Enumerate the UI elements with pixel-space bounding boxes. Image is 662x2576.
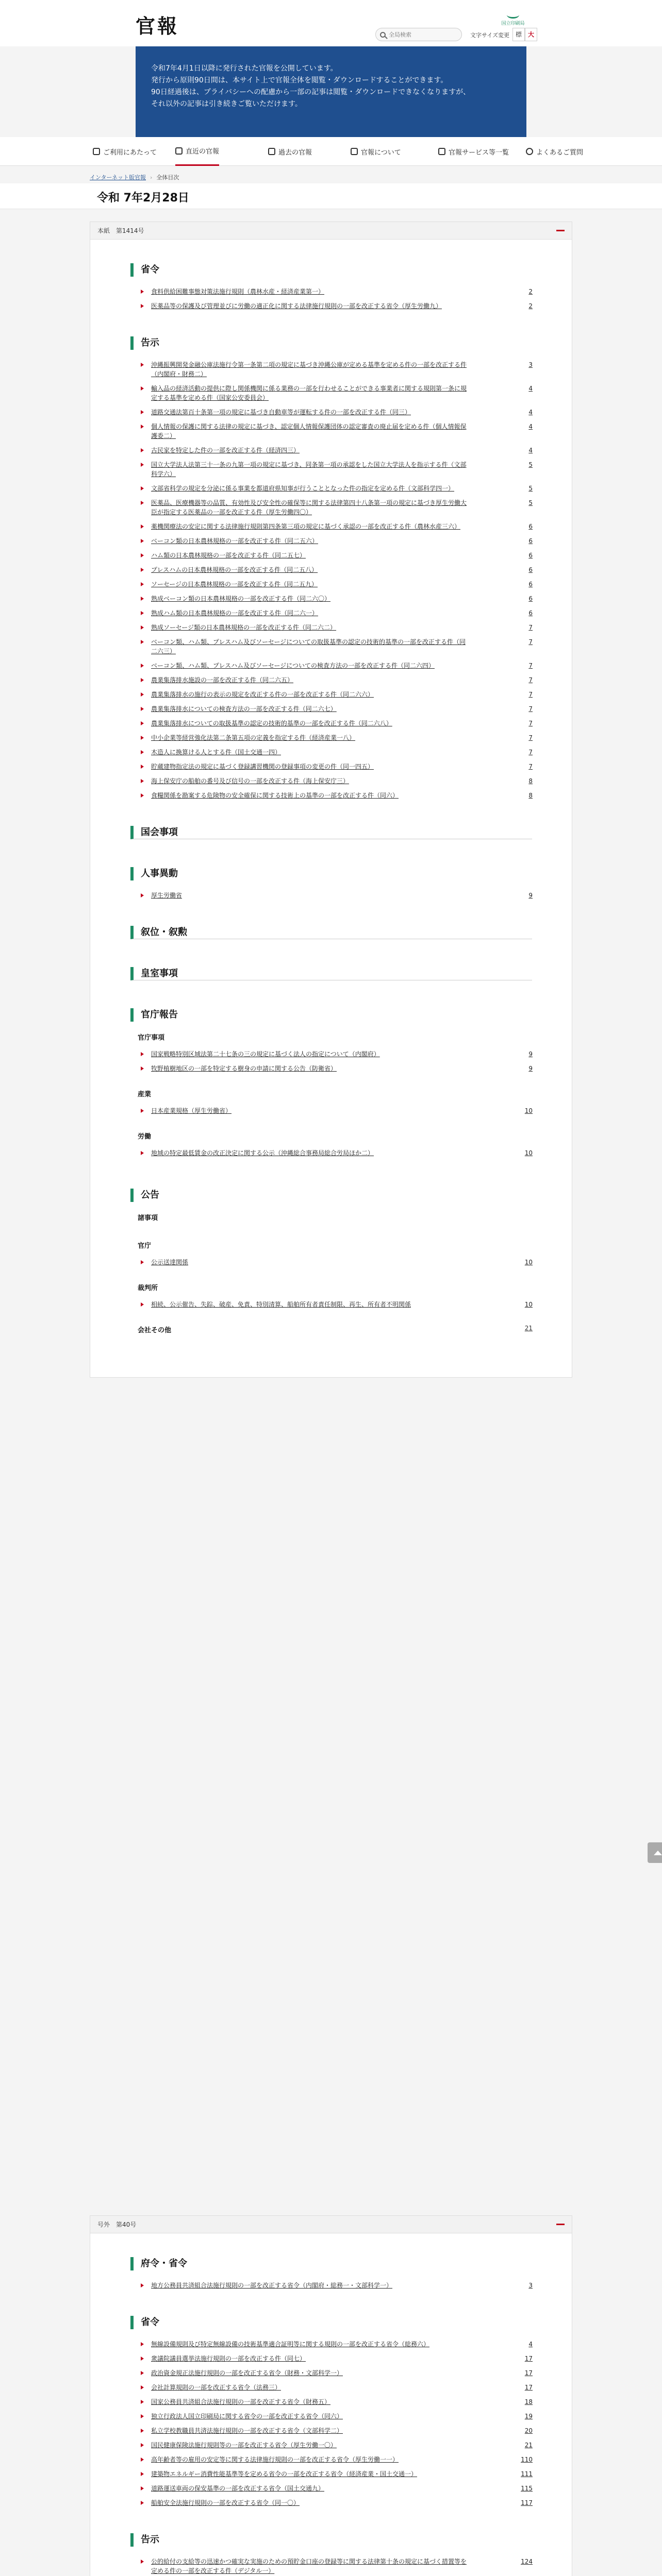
item-title[interactable]: 貯蔵建物指定法の規定に基づく登録講習機関の登録事項の変更の件（同一四五） (151, 763, 374, 770)
info-icon (93, 148, 100, 155)
item-title[interactable]: 国立大学法人法第三十一条の九第一項の規定に基づき、同条第一項の承認をした国立大学法人を指示する件（文部科学六） (151, 461, 467, 478)
arrow-icon (141, 2560, 144, 2564)
arrow-icon (141, 290, 144, 294)
list-icon (438, 148, 445, 155)
arrow-icon (141, 1302, 144, 1307)
arrow-icon (141, 2443, 144, 2447)
collapse-icon[interactable] (556, 2224, 565, 2225)
item-page[interactable]: 7 (528, 662, 533, 669)
breadcrumb-home[interactable]: インターネット版官報 (90, 174, 146, 181)
arrow-icon (141, 386, 144, 391)
item-page[interactable]: 2 (528, 302, 533, 310)
arrow-icon (141, 2342, 144, 2346)
arrow-icon (141, 2357, 144, 2361)
item-page[interactable]: 111 (521, 2470, 533, 2478)
archive-icon (268, 148, 275, 155)
item-page[interactable]: 6 (528, 566, 533, 573)
item-page[interactable]: 10 (524, 1301, 533, 1308)
item-title[interactable]: 古民家を特定した件の一部を改正する件（経済四三） (151, 447, 300, 454)
list-item[interactable] (141, 2340, 533, 2349)
search-box[interactable] (375, 28, 462, 41)
list-item[interactable] (141, 1148, 533, 1158)
item-page[interactable]: 10 (524, 1259, 533, 1266)
list-item[interactable] (141, 446, 533, 455)
item-title[interactable]: 医薬品等の保護及び管理並びに労働の適正化に関する法律施行規則の一部を改正する省令（厚生労働九） (151, 302, 442, 310)
notice-line: 令和7年4月1日以降に発行された官報を公開しています。 (151, 64, 338, 73)
item-page[interactable]: 115 (521, 2485, 533, 2492)
list-item[interactable] (141, 2354, 533, 2363)
item-title[interactable]: 国家戦略特別区域法第二十七条の三の規定に基づく法人の指定について（内閣府） (151, 1050, 380, 1058)
item-page[interactable]: 2 (528, 288, 533, 295)
item-page[interactable]: 4 (528, 2341, 533, 2348)
list-item[interactable] (141, 1258, 533, 1267)
item-title[interactable]: 個人情報の保護に関する法律の規定に基づき、認定個人情報保護団体の認定審査の廃止届を定める件（個人情報保護委二） (151, 423, 467, 439)
scroll-top-button[interactable] (648, 1842, 662, 1863)
item-page[interactable]: 9 (528, 892, 533, 899)
item-title[interactable]: プレスハムの日本農林規格の一部を改正する件（同二五八） (151, 566, 318, 573)
item-title[interactable]: 沖縄振興開発金融公庫法施行令第一条第二項の規定に基づき沖縄公庫が定める基準を定める件の一部を改正する件（内閣府・財務二） (151, 361, 467, 378)
item-page[interactable]: 7 (528, 734, 533, 741)
np-logo[interactable]: 国立印刷局 (499, 11, 527, 27)
item-title[interactable]: 牧野植樹地区の一部を特定する樹身の申請に関する公告（防衛省） (151, 1065, 337, 1072)
arrow-icon (141, 721, 144, 725)
arrow-icon (141, 363, 144, 367)
list-item[interactable] (141, 422, 533, 440)
list-item[interactable] (141, 748, 533, 757)
arrow-icon (141, 2429, 144, 2433)
item-title[interactable]: ベーコン類、ハム類、プレスハム及びソーセージについての取扱基準の認定の技術的基準の一部を改正する件（同二六三） (151, 638, 466, 655)
list-item[interactable] (141, 2455, 533, 2464)
page-title-bar (0, 183, 662, 209)
list-item[interactable] (141, 1106, 533, 1115)
list-item[interactable] (141, 637, 533, 656)
notice-banner (136, 46, 526, 137)
item-title[interactable]: 熟成ハム類の日本農林規格の一部を改正する件（同二六一） (151, 609, 319, 617)
item-title[interactable]: 地方公務員共済組合法施行規則の一部を改正する省令（内閣府・総務一・文部科学一） (151, 2282, 393, 2289)
subsection-heading: 労働 (138, 1133, 152, 1141)
item-page[interactable]: 10 (524, 1107, 533, 1114)
list-item[interactable] (141, 675, 533, 685)
item-title[interactable]: 熟成ソーセージ類の日本農林規格の一部を改正する件（同二六二） (151, 624, 337, 631)
arrow-icon (141, 2458, 144, 2462)
arrow-icon (141, 486, 144, 490)
list-item[interactable] (141, 408, 533, 417)
collapse-icon[interactable] (556, 230, 565, 231)
list-item[interactable] (141, 2281, 533, 2290)
item-page[interactable]: 5 (528, 461, 533, 468)
arrow-icon (141, 750, 144, 754)
item-title[interactable]: 建築物エネルギー消費性能基準等を定める省令の一部を改正する省令（経済産業・国土交通一） (151, 2470, 418, 2478)
list-item[interactable] (141, 2469, 533, 2479)
item-page[interactable]: 8 (528, 792, 533, 799)
item-page[interactable]: 4 (528, 423, 533, 430)
arrow-icon (141, 664, 144, 668)
list-item[interactable] (141, 360, 533, 379)
arrow-icon (141, 2283, 144, 2287)
item-page[interactable]: 4 (528, 409, 533, 416)
list-item[interactable] (141, 522, 533, 531)
arrow-icon (141, 611, 144, 615)
list-item[interactable] (141, 791, 533, 800)
item-page[interactable]: 17 (524, 2369, 533, 2377)
nav-faq[interactable]: よくあるご質問 (526, 137, 583, 166)
item-title[interactable]: 文部省科学の規定を分泌に係る事業を都道府県知事が行うこととなった件の指定を定める件（文部科学四一） (151, 485, 455, 492)
section-heading: 人事異動 (130, 867, 532, 880)
notice-line: それ以外の記事は引き続きご覧いただけます。 (151, 100, 302, 108)
list-item[interactable] (141, 536, 533, 546)
section-heading: 告示 (130, 336, 532, 350)
arrow-icon (141, 448, 144, 452)
item-title[interactable]: 会社計算規則の一部を改正する省令（法務三） (151, 2384, 282, 2391)
item-page[interactable]: 7 (528, 691, 533, 698)
item-title[interactable]: 道路運送車両の保安基準の一部を改正する省令（国土交通九） (151, 2485, 325, 2492)
kanpo-logo[interactable]: 官報 (136, 14, 179, 38)
arrow-icon (141, 793, 144, 798)
arrow-icon (141, 463, 144, 467)
arrow-icon (141, 779, 144, 783)
item-title[interactable]: 農業集落排水についての取扱基準の認定の技術的基準の一部を改正する件（同二六八） (151, 720, 392, 727)
section-heading: 省令 (130, 2316, 532, 2329)
list-item[interactable] (141, 2368, 533, 2378)
item-title[interactable]: 私立学校教職員共済法施行規則の一部を改正する省令（文部科学二） (151, 2427, 343, 2434)
arrow-icon (141, 2400, 144, 2404)
arrow-icon (141, 1109, 144, 1113)
font-large-button[interactable]: 大 (525, 28, 537, 41)
item-title[interactable]: 熟成ベーコン類の日本農林規格の一部を改正する件（同二六〇） (151, 595, 331, 602)
list-item[interactable] (141, 891, 533, 900)
item-title[interactable]: 国家公務員共済組合法施行規則の一部を改正する省令（財務五） (151, 2398, 331, 2405)
item-title[interactable]: 地域の特定最低賃金の改正決定に関する公示（沖縄総合事務局総合労局ほか二） (151, 1149, 374, 1157)
search-icon[interactable] (380, 32, 386, 38)
item-page[interactable]: 21 (524, 2442, 533, 2449)
list-item[interactable] (141, 2441, 533, 2450)
item-page[interactable]: 8 (528, 777, 533, 785)
section-heading: 省令 (130, 263, 532, 277)
list-item[interactable] (141, 2498, 533, 2507)
item-page[interactable]: 10 (524, 1149, 533, 1157)
list-item[interactable] (141, 565, 533, 574)
item-page[interactable]: 6 (528, 609, 533, 617)
arrow-icon (141, 582, 144, 586)
list-item[interactable] (141, 460, 533, 479)
arrow-icon (141, 692, 144, 697)
list-item[interactable] (141, 733, 533, 742)
arrow-icon (141, 736, 144, 740)
item-page[interactable]: 17 (524, 2355, 533, 2362)
search-input[interactable] (389, 31, 445, 38)
list-item[interactable] (141, 484, 533, 493)
item-title[interactable]: ベーコン類、ハム類、プレスハム及びソーセージについての検査方法の一部を改正する件（同二六四） (151, 662, 435, 669)
arrow-icon (141, 597, 144, 601)
item-page[interactable]: 9 (528, 1050, 533, 1058)
arrow-icon (141, 2501, 144, 2505)
panel-header[interactable] (90, 222, 572, 240)
item-title[interactable]: 医薬品、医療機器等の品質、有効性及び安全性の確保等に関する法律第四十八条第一項の規定に基づき厚生労働大臣が指定する医薬品の一部を改正する件（厚生労働四〇） (151, 499, 467, 516)
list-item[interactable] (141, 1049, 533, 1059)
item-title[interactable]: 公的給付の支給等の迅速かつ確実な実施のための預貯金口座の登録等に関する法律第十条の規定に基づく措置等を定める件の一部を改正する件（デジタル一） (151, 2558, 467, 2574)
arrow-icon (141, 304, 144, 308)
nav-guide[interactable]: ご利用にあたって (93, 137, 157, 166)
list-item[interactable] (141, 2426, 533, 2435)
list-item[interactable] (141, 2397, 533, 2406)
arrow-icon (141, 640, 144, 644)
breadcrumb: インターネット版官報 › 全体目次 (90, 174, 179, 181)
list-item[interactable] (141, 2484, 533, 2493)
list-item[interactable] (141, 776, 533, 786)
item-page[interactable]: 7 (528, 624, 533, 631)
item-page[interactable]: 6 (528, 552, 533, 559)
item-page[interactable]: 9 (528, 1065, 533, 1072)
list-item[interactable] (141, 623, 533, 632)
item-title[interactable]: 食糧関係を勘案する危険物の安全確保に関する技術上の基準の一部を改正する件（同六） (151, 792, 399, 799)
panel-header[interactable] (90, 2216, 572, 2233)
item-page[interactable]: 17 (524, 2384, 533, 2391)
list-item[interactable] (141, 2383, 533, 2392)
issue-panel (90, 2215, 572, 2576)
item-page[interactable]: 7 (528, 705, 533, 713)
item-page[interactable]: 6 (528, 581, 533, 588)
item-title[interactable]: 船舶安全法施行規則の一部を改正する省令（同一〇） (151, 2499, 300, 2506)
list-item[interactable] (141, 608, 533, 618)
arrow-icon (141, 1052, 144, 1056)
item-title[interactable]: 高年齢者等の雇用の安定等に関する法律施行規則の一部を改正する省令（厚生労働一一） (151, 2456, 399, 2463)
list-item[interactable] (141, 762, 533, 771)
list-item[interactable] (141, 580, 533, 589)
item-title[interactable]: 道路交通法第百十条第一項の規定に基づき自動車等が運転する件の一部を改正する件（同三） (151, 409, 411, 416)
arrow-icon (141, 2486, 144, 2490)
item-title[interactable]: ハム類の日本農林規格の一部を改正する件（同二五七） (151, 552, 306, 559)
list-item[interactable] (141, 551, 533, 560)
main-nav (0, 137, 662, 166)
section-heading: 告示 (130, 2533, 532, 2547)
list-item[interactable] (141, 704, 533, 714)
nav-about[interactable]: 官報について (351, 137, 401, 166)
item-page[interactable]: 7 (528, 763, 533, 770)
subsection-heading: 裁判所 (138, 1284, 158, 1292)
arrow-icon (141, 2414, 144, 2418)
item-title[interactable]: 国民健康保険法施行規則等の一部を改正する省令（厚生労働一〇） (151, 2442, 337, 2449)
arrow-icon (141, 568, 144, 572)
notice-line: 発行から原則90日間は、本サイト上で官報全体を閲覧・ダウンロードすることができます。 (151, 76, 448, 84)
arrow-icon (141, 625, 144, 630)
list-item[interactable] (141, 1064, 533, 1073)
item-title[interactable]: 木造人に換算ける人とする件（国土交通一四） (151, 749, 282, 756)
newspaper-icon (175, 147, 183, 155)
section-heading: 国会事項 (130, 826, 532, 839)
site-header (0, 0, 662, 46)
arrow-icon (141, 539, 144, 543)
arrow-icon (141, 501, 144, 505)
arrow-icon (141, 707, 144, 711)
item-title[interactable]: 海上保安庁の船舶の番号及び信号の一部を改正する件（海上保安庁三） (151, 777, 350, 785)
arrow-icon (141, 2371, 144, 2375)
item-page[interactable]: 3 (528, 361, 533, 368)
font-small-button[interactable]: 標 (512, 28, 525, 41)
item-page[interactable]: 18 (524, 2398, 533, 2405)
item-page[interactable]: 124 (521, 2558, 533, 2565)
item-page[interactable]: 4 (528, 447, 533, 454)
arrow-icon (141, 553, 144, 557)
item-page[interactable]: 3 (528, 2282, 533, 2289)
item-title[interactable]: 農業集落排水施設の一部を改正する件（同二六五） (151, 676, 294, 684)
list-item[interactable] (141, 594, 533, 603)
item-title[interactable]: 日本産業規格（厚生労働省） (151, 1107, 232, 1114)
item-title[interactable]: 食料供給困難事態対策法施行規則（農林水産・経済産業第一） (151, 288, 325, 295)
arrow-icon (141, 1260, 144, 1264)
item-page[interactable]: 6 (528, 595, 533, 602)
list-item[interactable] (141, 384, 533, 402)
item-page[interactable]: 117 (521, 2499, 533, 2506)
item-page[interactable]: 6 (528, 537, 533, 545)
list-item[interactable] (141, 719, 533, 728)
arrow-icon (141, 425, 144, 429)
font-size-label: 文字サイズ変更 (470, 32, 510, 39)
item-title[interactable]: ベーコン類の日本農林規格の一部を改正する件（同二五六） (151, 537, 319, 545)
item-page[interactable]: 6 (528, 523, 533, 530)
panel-title: 号外 第40号 (97, 2221, 137, 2228)
arrow-icon (141, 1151, 144, 1155)
page-title: 令和 7年2月28日 (97, 192, 189, 205)
nav-latest[interactable]: 直近の官報 (175, 137, 219, 166)
item-title[interactable]: 薬機関療法の安定に関する法律施行規則第四条第三項の規定に基づく承認の一部を改正する件（農林水産三六） (151, 523, 461, 530)
arrow-icon (141, 765, 144, 769)
subsection-page[interactable]: 21 (524, 1325, 533, 1332)
item-title[interactable]: 農業集落排水の施行の表示の規定を改正する件の一部を改正する件（同二六六） (151, 691, 374, 698)
notice-line: 90日経過後は、プライバシーへの配慮から一部の記事は閲覧・ダウンロードできなくなりますが、 (151, 88, 471, 96)
item-page[interactable]: 4 (528, 385, 533, 392)
item-title[interactable]: 相続、公示催告、失踪、破産、免責、特別清算、船舶所有者責任制限、再生、所有者不明関係 (151, 1301, 411, 1308)
subsection-heading: 会社その他 (138, 1327, 172, 1334)
breadcrumb-current: 全体目次 (156, 174, 179, 181)
issue-panel (90, 222, 572, 1378)
section-heading: 公告 (130, 1189, 532, 1202)
nav-past[interactable]: 過去の官報 (268, 137, 312, 166)
item-title[interactable]: 独立行政法人国立印刷局に関する省令の一部を改正する省令（同六） (151, 2413, 343, 2420)
list-item[interactable] (141, 661, 533, 670)
item-title[interactable]: ソーセージの日本農林規格の一部を改正する件（同二五九） (151, 581, 318, 588)
section-heading: 官庁報告 (130, 1008, 532, 1022)
panel-title: 本紙 第1414号 (97, 227, 144, 234)
item-page[interactable]: 19 (524, 2413, 533, 2420)
arrow-icon (141, 410, 144, 414)
list-item[interactable] (141, 690, 533, 699)
item-title[interactable]: 厚生労働省 (151, 892, 183, 899)
section-heading: 府令・省令 (130, 2257, 532, 2270)
list-item[interactable] (141, 2412, 533, 2421)
book-icon (351, 148, 358, 155)
section-heading: 皇室事項 (130, 967, 532, 980)
subsection-heading: 産業 (138, 1091, 152, 1098)
list-item[interactable] (141, 498, 533, 517)
item-page[interactable]: 110 (521, 2456, 533, 2463)
list-item[interactable] (141, 1300, 533, 1309)
item-page[interactable]: 20 (524, 2427, 533, 2434)
subsection-heading: 官庁 (138, 1242, 152, 1250)
item-page[interactable]: 7 (528, 638, 533, 646)
item-title[interactable]: 無線設備規則及び特定無線設備の技術基準適合証明等に関する規則の一部を改正する省令（総務六） (151, 2341, 430, 2348)
arrow-icon (141, 678, 144, 682)
arrow-icon (141, 524, 144, 529)
item-title[interactable]: 中小企業等経営強化法第二条第五項の定義を指定する件（経済産業一八） (151, 734, 356, 741)
section-heading: 叙位・叙勲 (130, 926, 532, 939)
item-title[interactable]: 政治資金規正法施行規則の一部を改正する省令（財務・文部科学一） (151, 2369, 343, 2377)
item-page[interactable]: 7 (528, 676, 533, 684)
item-title[interactable]: 農業集落排水についての検査方法の一部を改正する件（同二六七） (151, 705, 337, 713)
question-icon (526, 148, 533, 155)
nav-services[interactable]: 官報サービス等一覧 (438, 137, 509, 166)
list-item[interactable] (141, 287, 533, 296)
item-page[interactable]: 7 (528, 749, 533, 756)
item-title[interactable]: 公示送達関係 (151, 1259, 189, 1266)
item-title[interactable]: 輸入品の経済活動の提供に際し関係機関に係る業務の一部を行わせることができる事業者に関する規則第一条に規定する基準を定める件（国家公安委員会） (151, 385, 467, 401)
arrow-icon (141, 1066, 144, 1071)
arrow-icon (141, 2472, 144, 2476)
subsection-heading: 諸事項 (138, 1214, 158, 1222)
subsection-heading: 官庁事項 (138, 1034, 165, 1042)
arrow-icon (141, 893, 144, 897)
item-page[interactable]: 7 (528, 720, 533, 727)
arrow-icon (141, 2385, 144, 2389)
item-page[interactable]: 5 (528, 499, 533, 506)
list-item[interactable] (141, 2557, 533, 2575)
item-page[interactable]: 5 (528, 485, 533, 492)
list-item[interactable] (141, 301, 533, 311)
item-title[interactable]: 衆議院議員選挙法施行規則の一部を改正する件（同七） (151, 2355, 306, 2362)
